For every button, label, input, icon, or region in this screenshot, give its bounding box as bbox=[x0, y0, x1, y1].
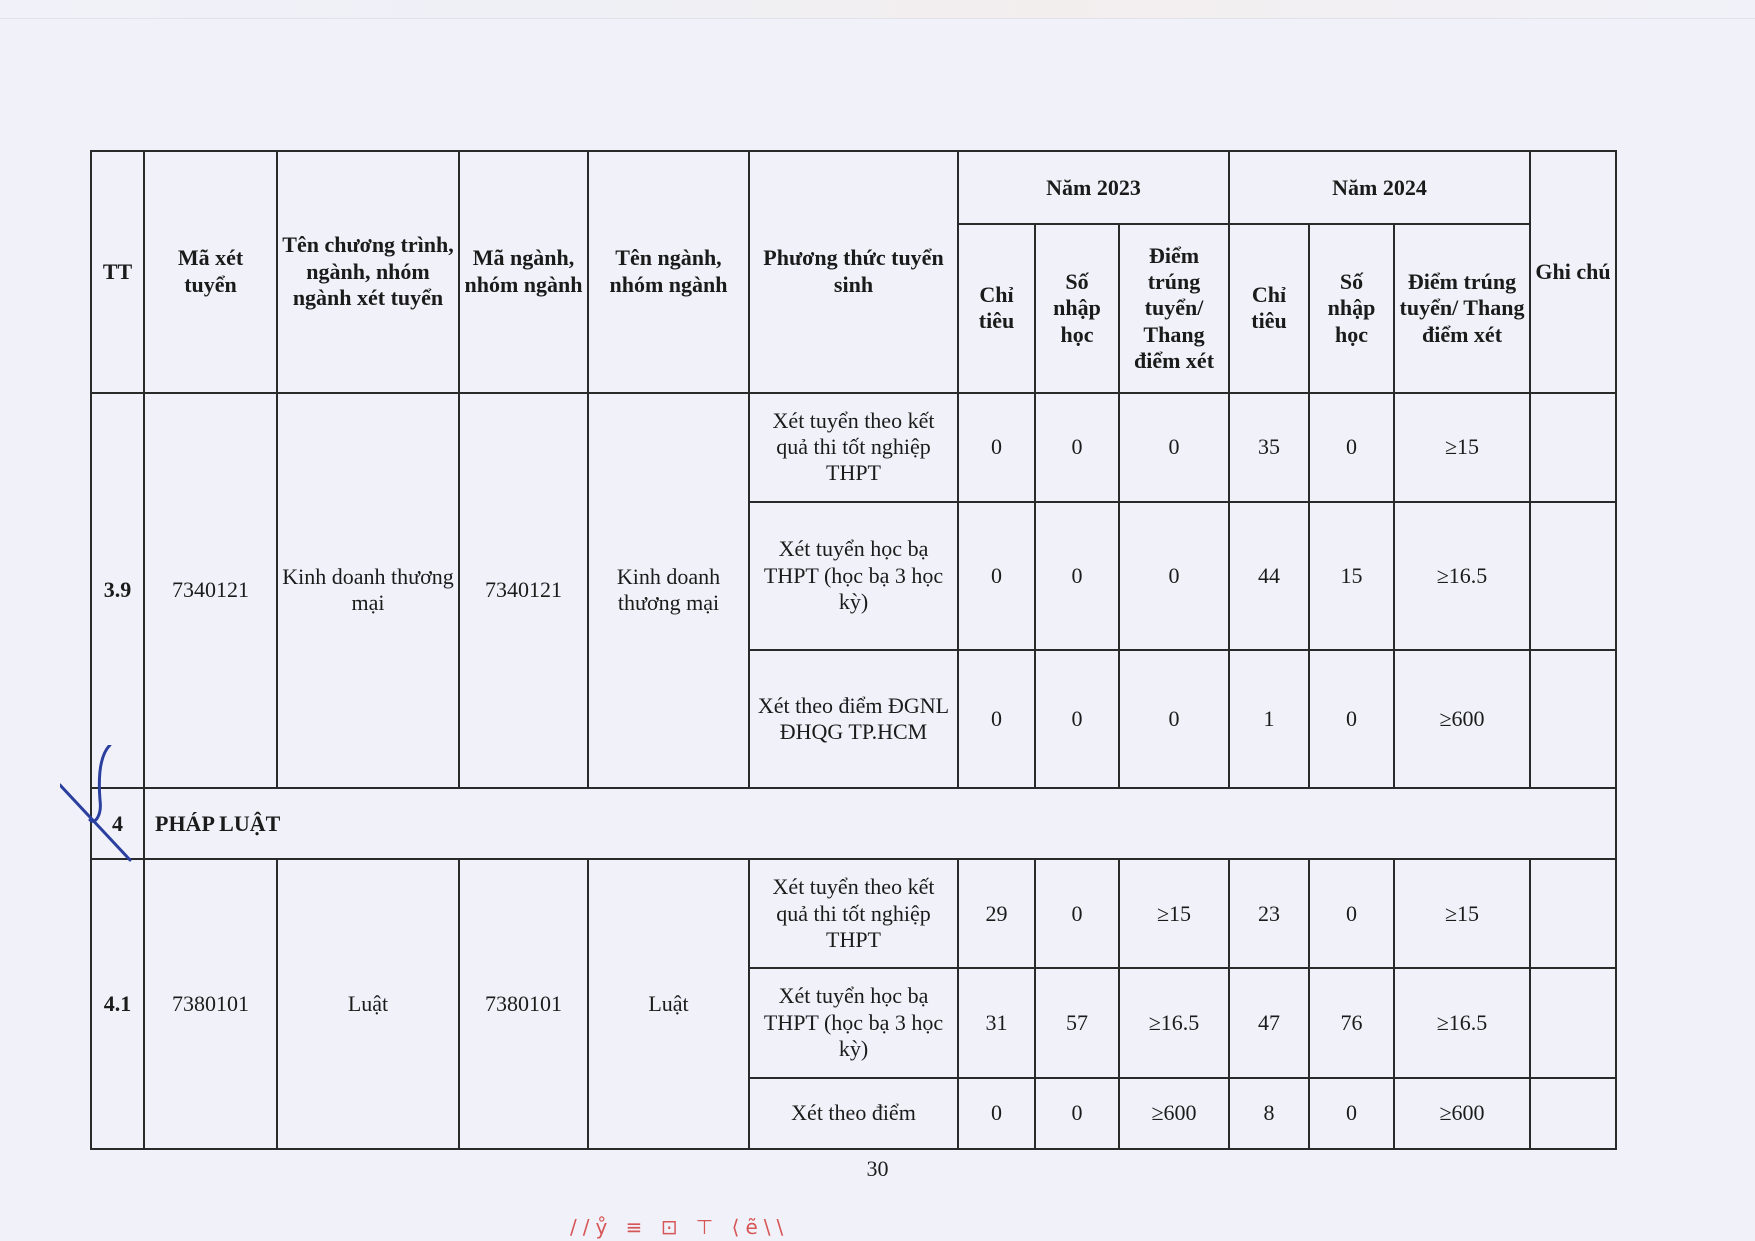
ghi-chu-cell bbox=[1530, 859, 1616, 968]
diem-2024: ≥15 bbox=[1394, 859, 1530, 968]
so-nhap-hoc-2023: 0 bbox=[1035, 1078, 1119, 1149]
so-nhap-hoc-2023: 57 bbox=[1035, 968, 1119, 1077]
so-nhap-hoc-2023: 0 bbox=[1035, 859, 1119, 968]
header-chi-tieu-2023: Chỉ tiêu bbox=[958, 224, 1035, 392]
page-number: 30 bbox=[866, 1156, 889, 1181]
program-ten-chuong-trinh: Kinh doanh thương mại bbox=[277, 393, 459, 789]
header-diem-2024: Điểm trúng tuyển/ Thang điểm xét bbox=[1394, 224, 1530, 392]
section-number: 4 bbox=[91, 788, 144, 859]
section-row bbox=[91, 788, 1616, 859]
diem-2023: ≥16.5 bbox=[1119, 968, 1229, 1077]
diem-2023: 0 bbox=[1119, 502, 1229, 651]
chi-tieu-2024: 44 bbox=[1229, 502, 1309, 651]
program-ma-nganh: 7340121 bbox=[459, 393, 588, 789]
so-nhap-hoc-2023: 0 bbox=[1035, 393, 1119, 502]
program-ten-nganh: Kinh doanh thương mại bbox=[588, 393, 749, 789]
chi-tieu-2023: 0 bbox=[958, 1078, 1035, 1149]
so-nhap-hoc-2024: 0 bbox=[1309, 393, 1394, 502]
header-so-nhap-hoc-2023: Số nhập học bbox=[1035, 224, 1119, 392]
header-diem-2023: Điểm trúng tuyển/ Thang điểm xét bbox=[1119, 224, 1229, 392]
stamp-mark: //ẙ ≡ ⊡ ⊤ ⟨ẽ\\ bbox=[570, 1215, 790, 1239]
method-name: Xét tuyển học bạ THPT (học bạ 3 học kỳ) bbox=[749, 502, 958, 651]
diem-2024: ≥600 bbox=[1394, 650, 1530, 788]
chi-tieu-2023: 0 bbox=[958, 393, 1035, 502]
header-phuong-thuc: Phương thức tuyển sinh bbox=[749, 151, 958, 393]
method-name: Xét tuyển học bạ THPT (học bạ 3 học kỳ) bbox=[749, 968, 958, 1077]
diem-2023: ≥15 bbox=[1119, 859, 1229, 968]
ghi-chu-cell bbox=[1530, 393, 1616, 502]
so-nhap-hoc-2024: 15 bbox=[1309, 502, 1394, 651]
program-ten-chuong-trinh: Luật bbox=[277, 859, 459, 1149]
chi-tieu-2024: 47 bbox=[1229, 968, 1309, 1077]
header-so-nhap-hoc-2024: Số nhập học bbox=[1309, 224, 1394, 392]
header-year-2024: Năm 2024 bbox=[1229, 151, 1530, 224]
ghi-chu-cell bbox=[1530, 1078, 1616, 1149]
table-row bbox=[91, 859, 1616, 968]
header-ma-nganh: Mã ngành, nhóm ngành bbox=[459, 151, 588, 393]
header-tt: TT bbox=[91, 151, 144, 393]
so-nhap-hoc-2023: 0 bbox=[1035, 650, 1119, 788]
diem-2023: 0 bbox=[1119, 650, 1229, 788]
ghi-chu-cell bbox=[1530, 502, 1616, 651]
so-nhap-hoc-2024: 0 bbox=[1309, 650, 1394, 788]
program-tt: 4.1 bbox=[91, 859, 144, 1149]
header-ten-chuong-trinh: Tên chương trình, ngành, nhóm ngành xét tuyển bbox=[277, 151, 459, 393]
ghi-chu-cell bbox=[1530, 968, 1616, 1077]
diem-2024: ≥600 bbox=[1394, 1078, 1530, 1149]
diem-2023: 0 bbox=[1119, 393, 1229, 502]
chi-tieu-2024: 23 bbox=[1229, 859, 1309, 968]
so-nhap-hoc-2024: 76 bbox=[1309, 968, 1394, 1077]
diem-2023: ≥600 bbox=[1119, 1078, 1229, 1149]
ghi-chu-cell bbox=[1530, 650, 1616, 788]
program-ma-xet-tuyen: 7340121 bbox=[144, 393, 277, 789]
header-ghi-chu: Ghi chú bbox=[1530, 151, 1616, 393]
so-nhap-hoc-2023: 0 bbox=[1035, 502, 1119, 651]
chi-tieu-2024: 1 bbox=[1229, 650, 1309, 788]
chi-tieu-2024: 35 bbox=[1229, 393, 1309, 502]
method-name: Xét theo điểm ĐGNL ĐHQG TP.HCM bbox=[749, 650, 958, 788]
admission-table bbox=[90, 150, 1617, 1150]
so-nhap-hoc-2024: 0 bbox=[1309, 1078, 1394, 1149]
program-ma-xet-tuyen: 7380101 bbox=[144, 859, 277, 1149]
diem-2024: ≥16.5 bbox=[1394, 502, 1530, 651]
header-row-1 bbox=[91, 151, 1616, 224]
so-nhap-hoc-2024: 0 bbox=[1309, 859, 1394, 968]
method-name: Xét theo điểm bbox=[749, 1078, 958, 1149]
table-row bbox=[91, 393, 1616, 502]
program-ma-nganh: 7380101 bbox=[459, 859, 588, 1149]
method-name: Xét tuyển theo kết quả thi tốt nghiệp THPT bbox=[749, 859, 958, 968]
section-title: PHÁP LUẬT bbox=[144, 788, 1616, 859]
program-tt: 3.9 bbox=[91, 393, 144, 789]
method-name: Xét tuyển theo kết quả thi tốt nghiệp THPT bbox=[749, 393, 958, 502]
signature-mark bbox=[60, 745, 150, 865]
chi-tieu-2023: 0 bbox=[958, 502, 1035, 651]
chi-tieu-2023: 0 bbox=[958, 650, 1035, 788]
chi-tieu-2023: 29 bbox=[958, 859, 1035, 968]
header-ten-nganh: Tên ngành, nhóm ngành bbox=[588, 151, 749, 393]
scan-edge bbox=[0, 0, 1755, 19]
header-chi-tieu-2024: Chỉ tiêu bbox=[1229, 224, 1309, 392]
diem-2024: ≥15 bbox=[1394, 393, 1530, 502]
chi-tieu-2024: 8 bbox=[1229, 1078, 1309, 1149]
header-ma-xet-tuyen: Mã xét tuyển bbox=[144, 151, 277, 393]
chi-tieu-2023: 31 bbox=[958, 968, 1035, 1077]
program-ten-nganh: Luật bbox=[588, 859, 749, 1149]
header-year-2023: Năm 2023 bbox=[958, 151, 1229, 224]
diem-2024: ≥16.5 bbox=[1394, 968, 1530, 1077]
